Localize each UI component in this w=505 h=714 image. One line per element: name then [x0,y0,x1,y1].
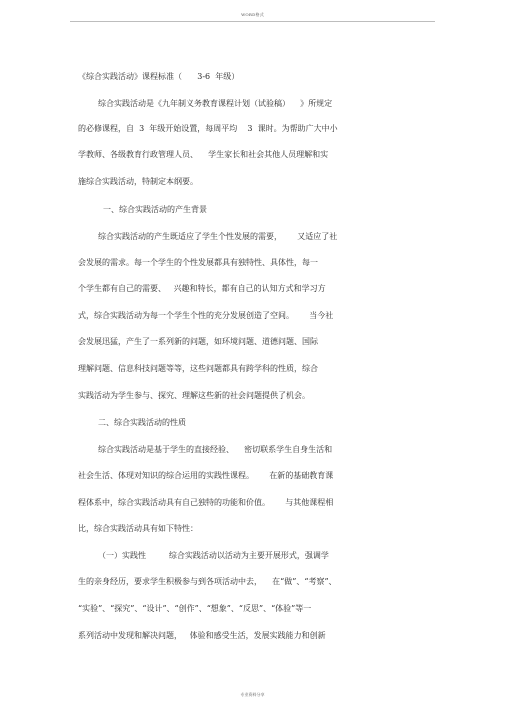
paragraph-line: 会发展的需求。每一个学生的个性发展都具有独特性、具体性，每一 [78,258,318,267]
paragraph-line: 生的亲身经历，要求学生积极参与到各项活动中去， 在“做”、“考察”、 [78,577,337,586]
paragraph-line: 学教师、各级教育行政管理人员、 学生家长和社会其他人员理解和实 [78,150,329,159]
section-heading: 一、综合实践活动的产生背景 [103,205,207,214]
paragraph-line: 施综合实践活动，特制定本纲要。 [78,177,198,186]
paragraph-line: 式，综合实践活动为每一个学生个性的充分发展创造了空间。 当今社 [78,311,334,320]
paragraph-line: 综合实践活动是《九年制义务教育课程计划（试验稿） 》所规定 [98,99,333,108]
paragraph-line: 实践活动为学生参与、探究、理解这些新的社会问题提供了机会。 [78,391,310,400]
page-footer: 专业资料分享 [240,692,265,697]
paragraph-line: 系列活动中发现和解决问题， 体验和感受生活，发展实践能力和创新 [78,631,326,640]
paragraph-line: “实验”、“探究”、“设计”、“创作”、“想象”、“反思”、“体验”等一 [78,604,312,613]
paragraph-line: 比，综合实践活动具有如下特性： [78,524,198,533]
header-divider [70,21,435,22]
paragraph-line: 程体系中，综合实践活动具有自己独特的功能和价值。 与其他课程相 [78,498,334,507]
section-heading: 二、综合实践活动的性质 [98,418,186,427]
subsection-line: （一）实践性 综合实践活动以活动为主要开展形式，强调学 [98,551,329,560]
paragraph-line: 综合实践活动的产生既适应了学生个性发展的需要， 又适应了社 [98,232,338,241]
page-header: WORD格式 [241,12,264,17]
paragraph-line: 理解问题、信息科技问题等等，这些问题都具有跨学科的性质，综合 [78,364,318,373]
paragraph-line: 个学生都有自己的需要、 兴趣和特长，都有自己的认知方式和学习方 [78,284,326,293]
course-title: 《综合实践活动》课程标准（ 3-6 年级） [78,72,240,81]
paragraph-line: 会发展迅猛，产生了一系列新的问题，如环境问题、道德问题、国际 [78,337,318,346]
paragraph-line: 社会生活、体现对知识的综合运用的实践性课程。 在新的基础教育课 [78,471,334,480]
paragraph-line: 综合实践活动是基于学生的直接经验、 密切联系学生自身生活和 [98,445,333,454]
paragraph-line: 的必修课程，自 3 年级开始设置，每周平均 3 课时。为帮助广大中小 [78,124,338,133]
